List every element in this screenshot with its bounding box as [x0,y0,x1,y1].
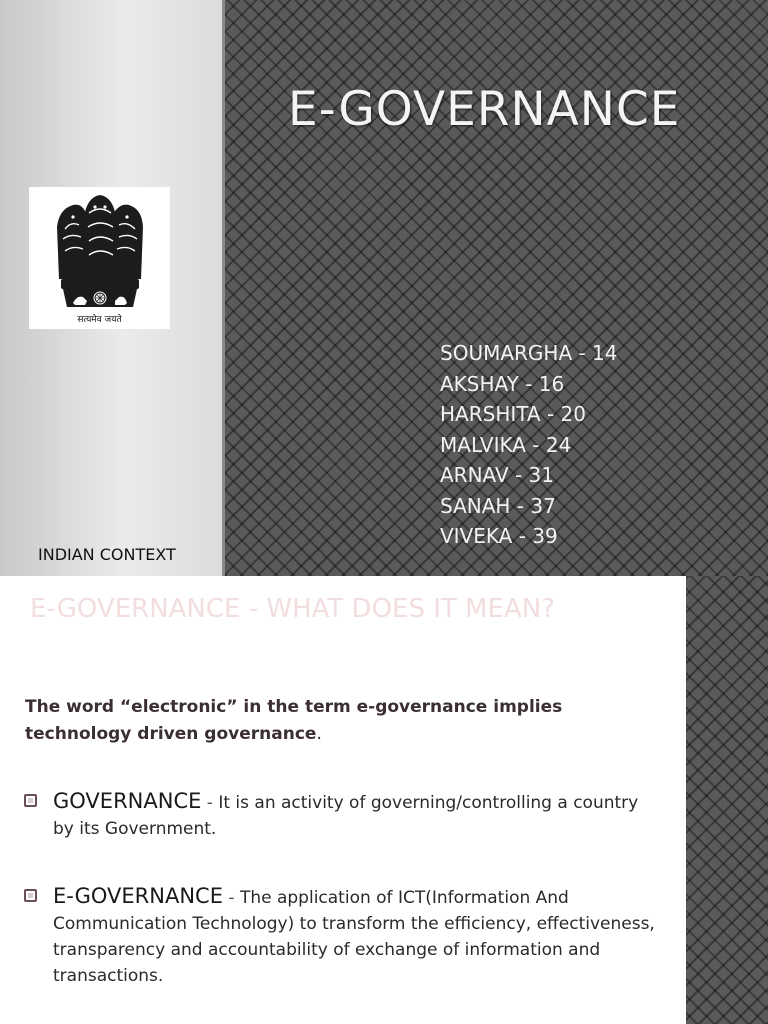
list-item: VIVEKA - 39 [440,524,558,548]
slide-subtitle: INDIAN CONTEXT [38,545,176,564]
emblem-motto: सत्यमेव जयते [77,315,122,325]
list-item: ARNAV - 31 [440,463,555,487]
emblem-image [29,187,170,329]
member-list [440,338,700,552]
bullet-description: It is an activity of governing/controlling a country by its Government. [53,793,639,839]
checkbox-bullet-icon [24,794,37,807]
checkbox-bullet-icon [24,889,37,902]
bullet-description: The application of ICT(Information And Communication Technology) to transform the efficiency, effectiveness, transparency and accountability of exchange of information and transactions. [53,888,655,986]
bullet-separator: - [223,888,240,908]
intro-text: The word “electronic” in the term e-governance implies technology driven governance [25,697,563,744]
list-item: MALVIKA - 24 [440,432,572,457]
list-item: HARSHITA - 20 [440,402,586,426]
list-item [24,788,664,848]
list-item [24,883,664,993]
bullet-term: GOVERNANCE [53,789,202,813]
list-item: AKSHAY - 16 [440,371,565,396]
slide-title: E-GOVERNANCE - WHAT DOES IT MEAN? [30,594,555,624]
content-slide [0,576,768,1024]
bullet-text [53,883,663,989]
intro-period: . [316,724,322,744]
bullet-separator: - [201,793,219,813]
intro-paragraph [25,694,665,748]
slide-title: E-GOVERNANCE [288,82,681,137]
bullet-term: E-GOVERNANCE [53,884,223,908]
bullet-text [53,788,663,842]
list-item: SANAH - 37 [440,493,556,518]
content-panel [0,576,686,1024]
national-emblem-icon [29,187,170,317]
list-item: SOUMARGHA - 14 [440,341,618,365]
